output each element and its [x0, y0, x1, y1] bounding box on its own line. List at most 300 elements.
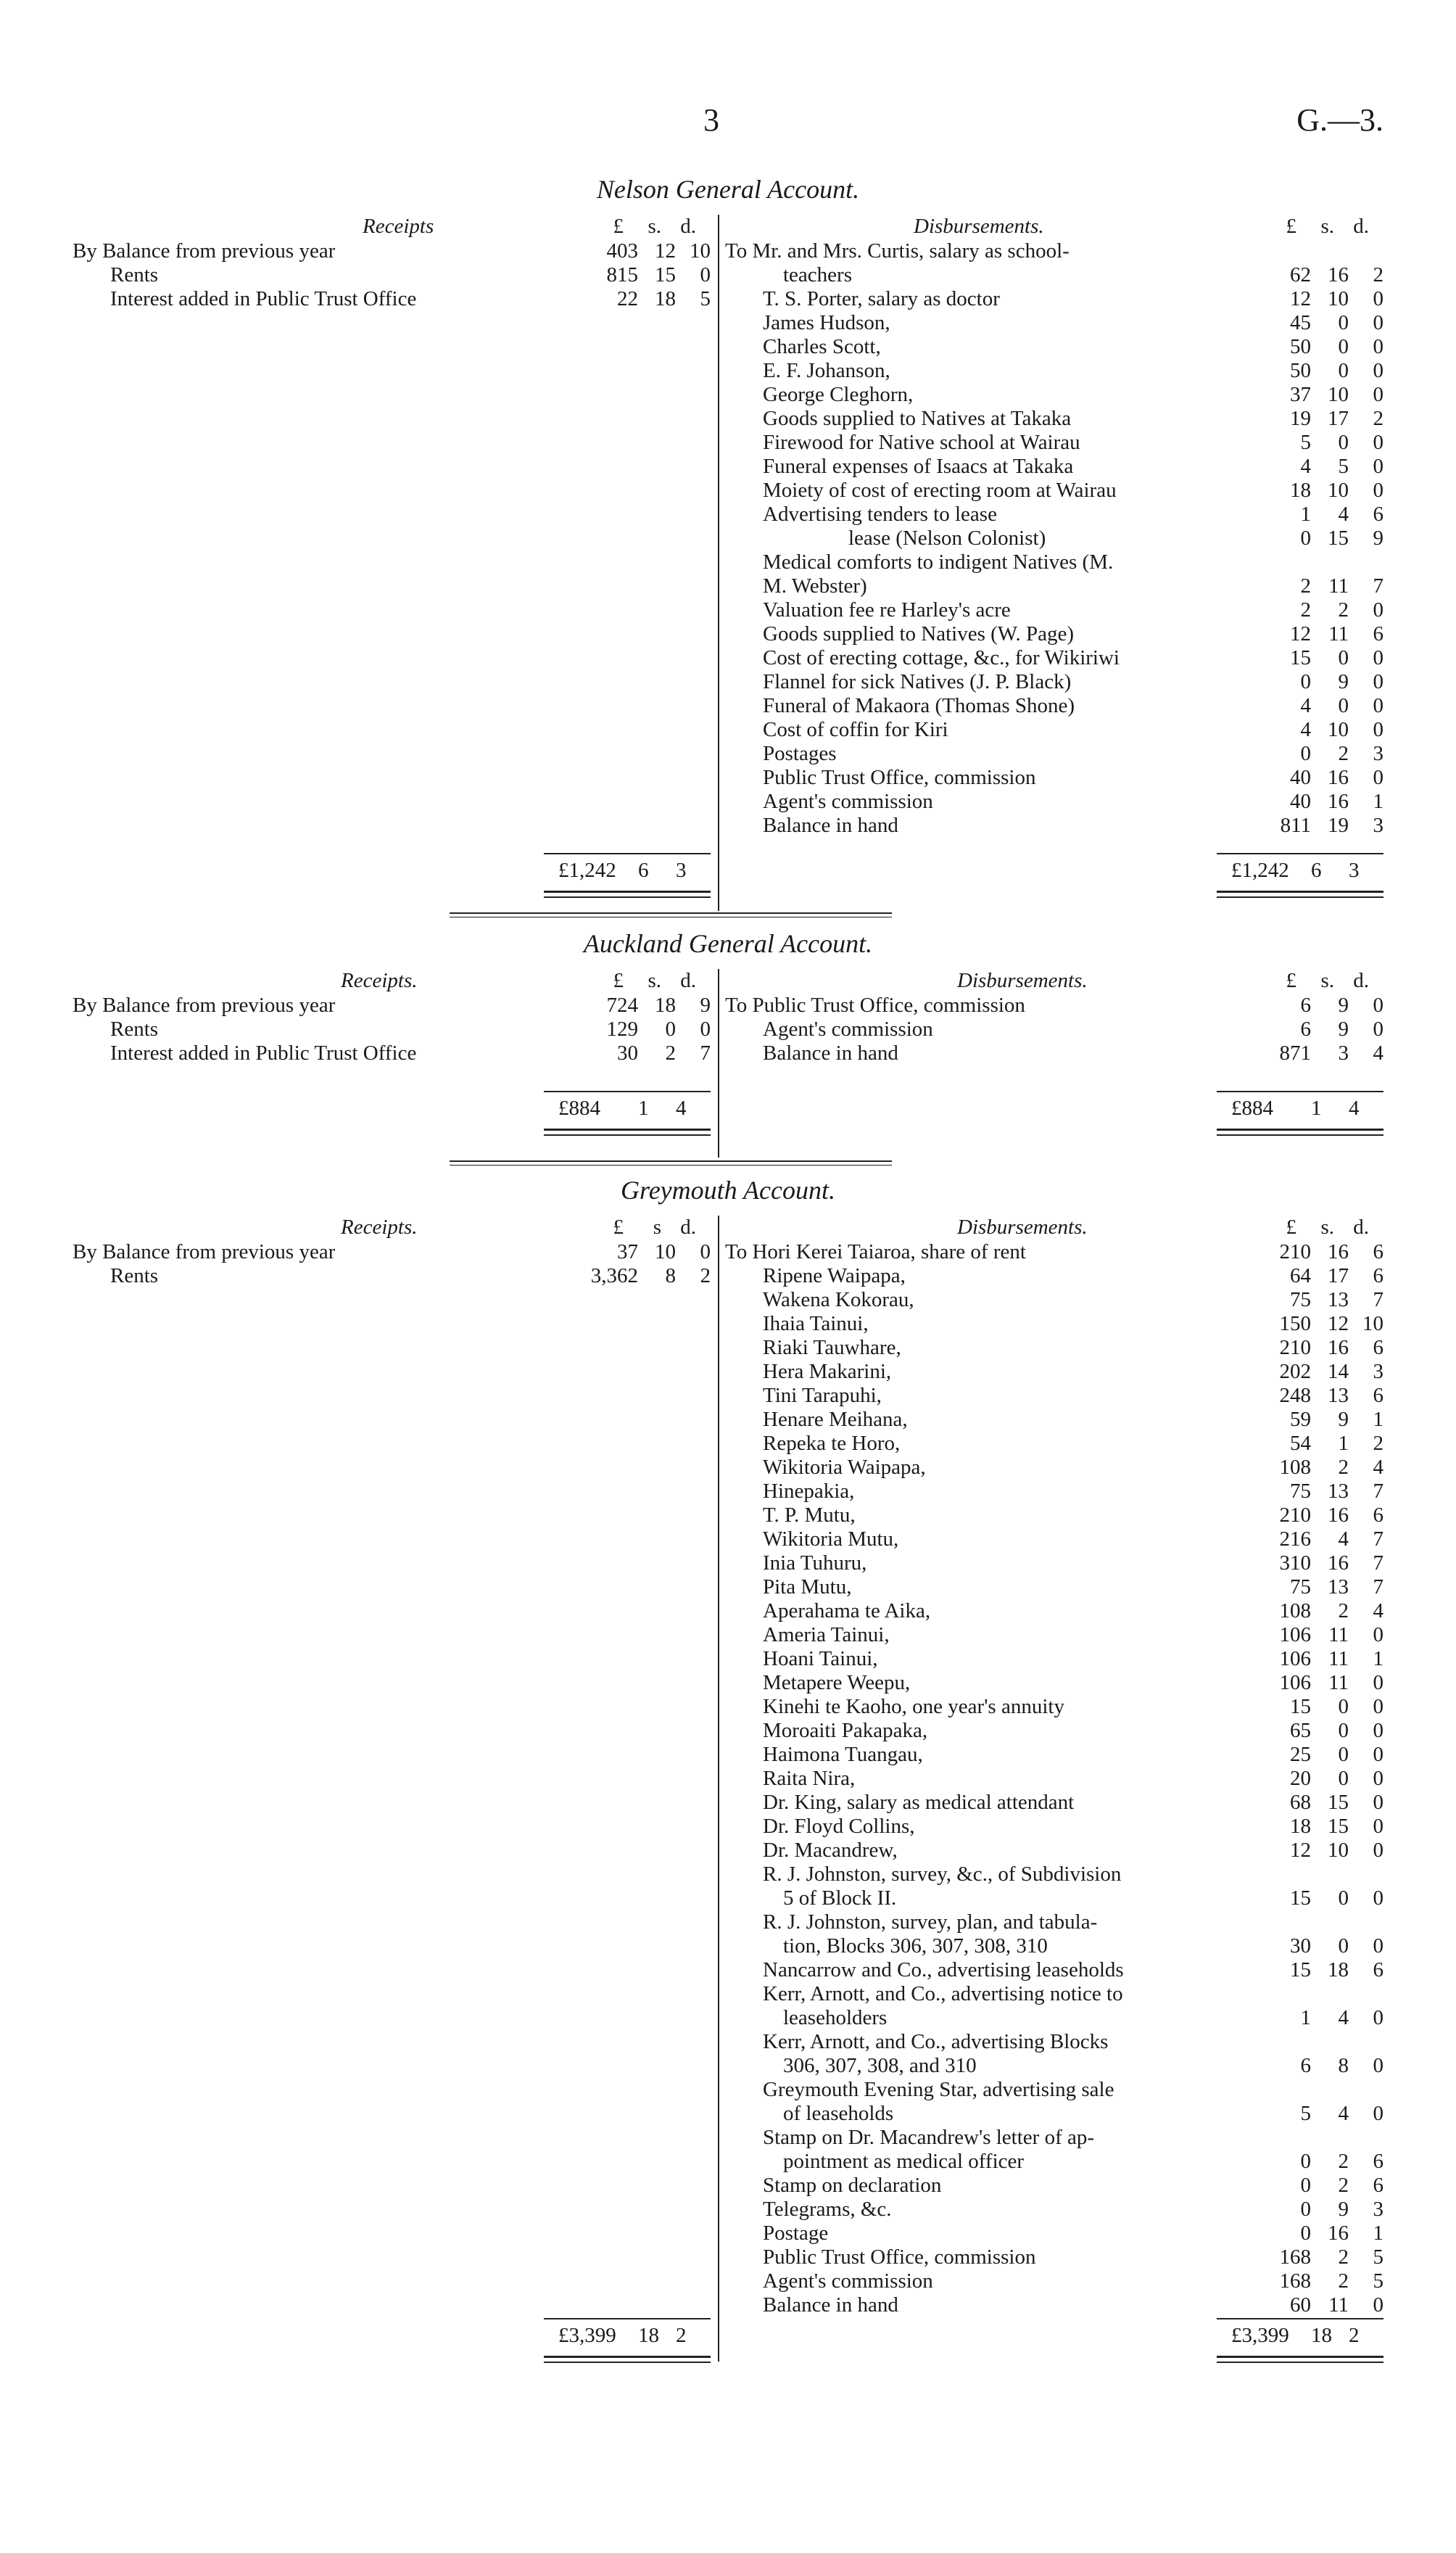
amount-pounds: 40 [1290, 790, 1311, 813]
item-description: T. S. Porter, salary as doctor [763, 287, 1000, 310]
item-description: Rents [110, 1018, 159, 1041]
amount-shillings: 4 [1338, 2006, 1349, 2029]
amount-pounds: 5 [1300, 2102, 1311, 2125]
amount-shillings: 10 [1328, 383, 1349, 406]
disbursement-row [725, 2054, 1383, 2078]
receipts-total [544, 1091, 711, 1136]
pence-heading: d. [1353, 969, 1369, 992]
disbursement-row [725, 742, 1383, 766]
disbursement-row [725, 455, 1383, 479]
amount-shillings: 16 [1328, 1551, 1349, 1575]
amount-pounds [1231, 1982, 1311, 2006]
amount-shillings: 9 [1338, 1408, 1349, 1431]
amount-pounds [1231, 550, 1311, 574]
amount-pounds: 4 [1300, 694, 1311, 717]
disbursement-row [725, 1527, 1383, 1551]
amount-pence: 2 [1373, 263, 1383, 286]
disbursement-row [725, 1767, 1383, 1791]
receipts-heading: Receipts. [341, 1216, 418, 1239]
amount-shillings: 2 [1338, 1599, 1349, 1622]
amount-pounds [1231, 2126, 1311, 2150]
amount-shillings: 4 [1338, 503, 1349, 526]
item-description: By Balance from previous year [73, 239, 336, 263]
item-description: Kinehi te Kaoho, one year's annuity [763, 1695, 1064, 1718]
item-description: Interest added in Public Trust Office [110, 287, 417, 310]
amount-pounds: 37 [1290, 383, 1311, 406]
amount-pounds: 45 [1290, 311, 1311, 334]
item-description: To Mr. and Mrs. Curtis, salary as school- [725, 239, 1070, 263]
item-description: Goods supplied to Natives at Takaka [763, 407, 1072, 430]
amount-shillings: 0 [1338, 694, 1349, 717]
amount-pounds: 3,362 [590, 1264, 638, 1287]
amount-pence [1349, 1863, 1383, 1886]
item-description: Interest added in Public Trust Office [110, 1042, 417, 1065]
item-description: Kerr, Arnott, and Co., advertising notice to [763, 1982, 1123, 2005]
amount-pence: 7 [1373, 1480, 1383, 1503]
pence-heading: d. [680, 1216, 696, 1239]
amount-pounds [1231, 239, 1311, 263]
section-divider [450, 1160, 892, 1166]
amount-shillings: 0 [1338, 646, 1349, 669]
disbursements-column [725, 969, 1383, 1065]
item-description: Funeral of Makaora (Thomas Shone) [763, 694, 1075, 717]
amount-shillings [1311, 239, 1349, 263]
amount-pence: 10 [690, 239, 711, 263]
amount-shillings: 16 [1328, 790, 1349, 813]
amount-pence: 4 [1373, 1599, 1383, 1622]
item-description: Funeral expenses of Isaacs at Takaka [763, 455, 1074, 478]
disbursement-row [725, 407, 1383, 431]
amount-pounds: 50 [1290, 335, 1311, 358]
pound-heading: £ [1286, 215, 1296, 238]
amount-shillings: 2 [1338, 2269, 1349, 2293]
amount-shillings: 10 [1328, 287, 1349, 310]
disbursement-row [725, 1791, 1383, 1815]
amount-pounds: 30 [1290, 1934, 1311, 1958]
amount-pence [1349, 550, 1383, 574]
shilling-heading: s. [648, 969, 661, 992]
item-description: Hera Makarini, [763, 1360, 892, 1383]
amount-pounds: 210 [1279, 1336, 1311, 1359]
amount-pounds [1231, 2030, 1311, 2054]
amount-pounds: 0 [1300, 2198, 1311, 2221]
item-description: Wakena Kokorau, [763, 1288, 914, 1311]
amount-shillings: 17 [1328, 407, 1349, 430]
disbursement-row [725, 479, 1383, 503]
amount-pence: 7 [1373, 1288, 1383, 1311]
disbursement-row [725, 1575, 1383, 1599]
amount-pounds: 64 [1290, 1264, 1311, 1287]
amount-shillings: 12 [1328, 1312, 1349, 1335]
amount-shillings: 0 [1338, 1719, 1349, 1742]
amount-shillings: 11 [1328, 1623, 1349, 1646]
item-description: Haimona Tuangau, [763, 1743, 923, 1766]
item-description: Moroaiti Pakapaka, [763, 1719, 928, 1742]
amount-pence: 0 [1373, 718, 1383, 741]
item-description: Public Trust Office, commission [763, 766, 1036, 789]
amount-pence [1349, 1982, 1383, 2006]
amount-pence: 0 [1373, 1719, 1383, 1742]
amount-shillings: 0 [1338, 1934, 1349, 1958]
amount-pounds: 62 [1290, 263, 1311, 286]
item-description: Hinepakia, [763, 1480, 855, 1503]
amount-pounds: 30 [617, 1042, 638, 1065]
disbursement-row [725, 527, 1383, 550]
amount-shillings: 18 [655, 287, 676, 310]
amount-shillings: 9 [1338, 1018, 1349, 1041]
amount-shillings: 10 [1328, 1839, 1349, 1862]
total-pence: 4 [676, 1097, 687, 1120]
amount-shillings: 4 [1338, 2102, 1349, 2125]
item-description: Public Trust Office, commission [763, 2245, 1036, 2269]
amount-pounds: 19 [1290, 407, 1311, 430]
item-description: Tini Tarapuhi, [763, 1384, 882, 1407]
amount-shillings: 11 [1328, 574, 1349, 598]
item-description: Rents [110, 1264, 159, 1287]
amount-shillings: 13 [1328, 1288, 1349, 1311]
amount-pence: 2 [1373, 1432, 1383, 1455]
amount-pence: 6 [1373, 1264, 1383, 1287]
amount-shillings: 16 [1328, 1240, 1349, 1263]
item-description: Metapere Weepu, [763, 1671, 911, 1694]
page-number: 3 [703, 102, 719, 138]
item-description: Kerr, Arnott, and Co., advertising Blocks [763, 2030, 1109, 2053]
item-description: Agent's commission [763, 1018, 933, 1041]
amount-pence: 6 [1373, 1958, 1383, 1981]
amount-pounds: 150 [1279, 1312, 1311, 1335]
amount-pence: 0 [1373, 2006, 1383, 2029]
disbursement-row [725, 2102, 1383, 2126]
item-description: Pita Mutu, [763, 1575, 852, 1599]
disbursement-row [725, 1623, 1383, 1647]
receipt-row [73, 1018, 711, 1042]
item-description: leaseholders [783, 2006, 888, 2029]
account-title: Nelson General Account. [596, 175, 860, 204]
total-shillings: 1 [638, 1097, 649, 1120]
amount-pence: 5 [1373, 2245, 1383, 2269]
amount-pounds: 50 [1290, 359, 1311, 382]
disbursement-row [725, 2126, 1383, 2150]
receipt-row [73, 1240, 711, 1264]
receipts-column [73, 1216, 711, 1288]
amount-pence: 0 [1373, 2054, 1383, 2077]
amount-pounds: 0 [1300, 670, 1311, 693]
total-shillings: 1 [1311, 1097, 1322, 1120]
amount-pence: 0 [1373, 479, 1383, 502]
disbursement-row [725, 598, 1383, 622]
amount-pounds: 37 [617, 1240, 638, 1263]
disbursement-row [725, 311, 1383, 335]
amount-pence: 0 [700, 263, 711, 286]
amount-pence: 0 [1373, 646, 1383, 669]
item-description: Telegrams, &c. [763, 2198, 892, 2221]
item-description: Ripene Waipapa, [763, 1264, 906, 1287]
item-description: 5 of Block II. [783, 1886, 897, 1910]
item-description: Charles Scott, [763, 335, 881, 358]
disbursement-row [725, 2269, 1383, 2293]
amount-shillings [1311, 1910, 1349, 1934]
amount-pounds: 0 [1300, 2150, 1311, 2173]
amount-pence: 1 [1373, 1408, 1383, 1431]
amount-pence: 0 [1373, 994, 1383, 1017]
amount-pence: 10 [1362, 1312, 1383, 1335]
amount-pounds: 4 [1300, 718, 1311, 741]
disbursement-row [725, 1599, 1383, 1623]
disbursements-heading: Disbursements. [957, 1216, 1088, 1239]
pound-heading: £ [613, 215, 624, 238]
amount-shillings: 2 [1338, 2150, 1349, 2173]
amount-pence: 7 [700, 1042, 711, 1065]
disbursement-row [725, 1958, 1383, 1982]
pound-heading: £ [1286, 969, 1296, 992]
amount-shillings [1311, 1863, 1349, 1886]
amount-shillings: 16 [1328, 263, 1349, 286]
item-description: Repeka te Horo, [763, 1432, 901, 1455]
item-description: James Hudson, [763, 311, 890, 334]
amount-pounds: 6 [1300, 994, 1311, 1017]
amount-pence: 0 [1373, 383, 1383, 406]
item-description: Postage [763, 2222, 829, 2245]
amount-shillings: 2 [1338, 1456, 1349, 1479]
total-pounds: £884 [1231, 1097, 1273, 1120]
amount-pence: 6 [1373, 1384, 1383, 1407]
amount-pence: 0 [1373, 287, 1383, 310]
item-description: Balance in hand [763, 1042, 898, 1065]
receipts-heading: Receipts. [341, 969, 418, 992]
receipts-total [544, 2318, 711, 2363]
column-separator [718, 1216, 719, 2362]
item-description: Ihaia Tainui, [763, 1312, 869, 1335]
item-description: Moiety of cost of erecting room at Wairau [763, 479, 1117, 502]
item-description: Wikitoria Mutu, [763, 1527, 899, 1551]
total-pounds: £3,399 [558, 2324, 616, 2347]
disbursement-row [725, 766, 1383, 790]
item-description: Firewood for Native school at Wairau [763, 431, 1080, 454]
item-description: Agent's commission [763, 790, 933, 813]
amount-pounds: 5 [1300, 431, 1311, 454]
disbursement-row [725, 1240, 1383, 1264]
amount-pence: 0 [1373, 431, 1383, 454]
amount-pounds [1231, 1910, 1311, 1934]
receipt-row [73, 287, 711, 311]
disbursement-row [725, 2078, 1383, 2102]
amount-shillings: 15 [1328, 1791, 1349, 1814]
item-description: Dr. King, salary as medical attendant [763, 1791, 1075, 1814]
amount-shillings: 9 [1338, 994, 1349, 1017]
amount-pounds: 248 [1279, 1384, 1311, 1407]
amount-shillings: 4 [1338, 1527, 1349, 1551]
amount-shillings: 16 [1328, 766, 1349, 789]
amount-pounds: 54 [1290, 1432, 1311, 1455]
amount-pounds: 18 [1290, 1815, 1311, 1838]
disbursement-row [725, 1695, 1383, 1719]
amount-pence: 3 [1373, 742, 1383, 765]
amount-shillings: 19 [1328, 814, 1349, 837]
disbursement-row [725, 2198, 1383, 2222]
disbursement-row [725, 1456, 1383, 1480]
item-description: Rents [110, 263, 159, 286]
amount-pence: 0 [1373, 1671, 1383, 1694]
disbursement-row [725, 646, 1383, 670]
total-shillings: 6 [638, 859, 649, 882]
amount-shillings: 0 [1338, 1767, 1349, 1790]
receipt-row [73, 263, 711, 287]
amount-pounds: 65 [1290, 1719, 1311, 1742]
amount-shillings: 3 [1338, 1042, 1349, 1065]
receipt-row [73, 994, 711, 1018]
disbursement-row [725, 1551, 1383, 1575]
disbursements-heading: Disbursements. [914, 215, 1044, 238]
amount-pounds: 15 [1290, 1958, 1311, 1981]
amount-pounds: 75 [1290, 1575, 1311, 1599]
disbursement-row [725, 2150, 1383, 2174]
disbursement-row [725, 503, 1383, 527]
item-description: Balance in hand [763, 814, 898, 837]
disbursement-row [725, 1480, 1383, 1504]
amount-shillings: 8 [665, 1264, 676, 1287]
amount-pounds: 0 [1300, 527, 1311, 550]
amount-pounds: 12 [1290, 287, 1311, 310]
amount-pence: 0 [1373, 1886, 1383, 1910]
item-description: lease (Nelson Colonist) [848, 527, 1046, 550]
amount-shillings: 8 [1338, 2054, 1349, 2077]
item-description: Postages [763, 742, 837, 765]
amount-pounds: 202 [1279, 1360, 1311, 1383]
item-description: of leaseholds [783, 2102, 894, 2125]
item-description: Advertising tenders to lease [763, 503, 997, 526]
amount-pence [1349, 2030, 1383, 2054]
disbursement-row [725, 1504, 1383, 1527]
amount-pence: 7 [1373, 574, 1383, 598]
item-description: pointment as medical officer [783, 2150, 1025, 2173]
receipt-row [73, 1042, 711, 1065]
amount-pence: 9 [1373, 527, 1383, 550]
amount-pounds: 815 [606, 263, 638, 286]
amount-shillings [1311, 2126, 1349, 2150]
disbursement-row [725, 1288, 1383, 1312]
shilling-heading: s [653, 1216, 661, 1239]
amount-pence: 0 [1373, 455, 1383, 478]
shilling-heading: s. [1320, 1216, 1334, 1239]
item-description: E. F. Johanson, [763, 359, 890, 382]
amount-pounds: 18 [1290, 479, 1311, 502]
amount-pence: 3 [1373, 1360, 1383, 1383]
disbursement-row [725, 1360, 1383, 1384]
amount-pence: 3 [1373, 2198, 1383, 2221]
section-divider [450, 912, 892, 917]
amount-pence: 0 [1373, 1018, 1383, 1041]
amount-pounds: 15 [1290, 1695, 1311, 1718]
item-description: By Balance from previous year [73, 1240, 336, 1263]
item-description: Flannel for sick Natives (J. P. Black) [763, 670, 1072, 693]
amount-pounds: 1 [1300, 503, 1311, 526]
amount-pounds: 20 [1290, 1767, 1311, 1790]
item-description: Stamp on declaration [763, 2174, 942, 2197]
amount-shillings: 9 [1338, 670, 1349, 693]
shilling-heading: s. [1320, 215, 1334, 238]
disbursement-row [725, 263, 1383, 287]
amount-pence: 5 [1373, 2269, 1383, 2293]
pence-heading: d. [1353, 215, 1369, 238]
item-description: M. Webster) [763, 574, 867, 598]
amount-shillings: 0 [1338, 1743, 1349, 1766]
amount-pounds: 0 [1300, 742, 1311, 765]
item-description: Stamp on Dr. Macandrew's letter of ap- [763, 2126, 1095, 2149]
amount-pounds: 22 [617, 287, 638, 310]
amount-shillings: 11 [1328, 2293, 1349, 2317]
amount-pounds: 168 [1279, 2245, 1311, 2269]
amount-pence: 3 [1373, 814, 1383, 837]
disbursement-row [725, 1336, 1383, 1360]
item-description: Valuation fee re Harley's acre [763, 598, 1011, 622]
total-pounds: £884 [558, 1097, 600, 1120]
disbursements-column [725, 1216, 1383, 2317]
disbursement-row [725, 718, 1383, 742]
item-description: R. J. Johnston, survey, plan, and tabula- [763, 1910, 1098, 1934]
amount-pence: 0 [1373, 694, 1383, 717]
item-description: Riaki Tauwhare, [763, 1336, 901, 1359]
amount-shillings: 16 [1328, 1504, 1349, 1527]
disbursement-row [725, 994, 1383, 1018]
amount-pounds: 403 [606, 239, 638, 263]
disbursement-row [725, 1432, 1383, 1456]
amount-pence: 6 [1373, 2174, 1383, 2197]
amount-pence: 1 [1373, 790, 1383, 813]
amount-shillings [1311, 1982, 1349, 2006]
disbursement-row [725, 1839, 1383, 1863]
item-description: Balance in hand [763, 2293, 898, 2317]
receipts-total [544, 853, 711, 898]
item-description: Cost of coffin for Kiri [763, 718, 948, 741]
amount-pounds: 811 [1280, 814, 1311, 837]
disbursement-row [725, 574, 1383, 598]
receipt-row [73, 239, 711, 263]
disbursement-row [725, 2006, 1383, 2030]
total-shillings: 18 [638, 2324, 659, 2347]
disbursement-row [725, 431, 1383, 455]
amount-pounds: 6 [1300, 1018, 1311, 1041]
item-description: teachers [783, 263, 852, 286]
disbursement-row [725, 2030, 1383, 2054]
amount-shillings: 0 [1338, 1695, 1349, 1718]
amount-pence: 0 [700, 1018, 711, 1041]
shilling-heading: s. [1320, 969, 1334, 992]
amount-shillings: 0 [1338, 359, 1349, 382]
amount-pence: 7 [1373, 1527, 1383, 1551]
receipts-column [73, 215, 711, 311]
total-pounds: £3,399 [1231, 2324, 1289, 2347]
disbursement-row [725, 1312, 1383, 1336]
disbursements-column [725, 215, 1383, 838]
amount-pence: 0 [1373, 2293, 1383, 2317]
item-description: Inia Tuhuru, [763, 1551, 867, 1575]
item-description: Dr. Floyd Collins, [763, 1815, 915, 1838]
amount-pounds: 75 [1290, 1288, 1311, 1311]
amount-pounds: 12 [1290, 622, 1311, 646]
amount-shillings: 10 [1328, 718, 1349, 741]
disbursement-row [725, 2293, 1383, 2317]
total-pence: 3 [676, 859, 687, 882]
amount-shillings: 13 [1328, 1480, 1349, 1503]
amount-pence: 0 [1373, 359, 1383, 382]
amount-pounds: 2 [1300, 574, 1311, 598]
item-description: To Public Trust Office, commission [725, 994, 1025, 1017]
total-shillings: 6 [1311, 859, 1322, 882]
amount-shillings: 16 [1328, 1336, 1349, 1359]
amount-shillings: 9 [1338, 2198, 1349, 2221]
amount-pence: 0 [1373, 1934, 1383, 1958]
amount-pence: 0 [1373, 1623, 1383, 1646]
